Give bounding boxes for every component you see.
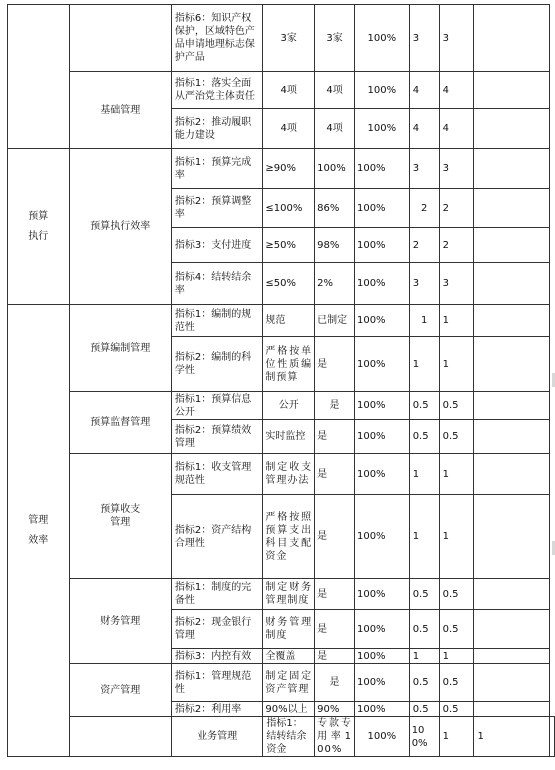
level1-cell — [69, 717, 171, 757]
indicator-cell: 指标1：制度的完备性 — [171, 579, 262, 610]
level1-cell: 预算 执行 — [8, 149, 70, 305]
score-cell: 0.5 — [439, 664, 474, 702]
rate-cell: 100% — [354, 579, 409, 610]
rate-cell: 100% — [354, 189, 409, 228]
weight-cell: 0.5 — [409, 702, 439, 717]
level2-cell: 财务管理 — [69, 579, 171, 664]
remark-cell — [474, 109, 550, 149]
table-row — [8, 664, 555, 702]
rate-cell: 100% — [354, 610, 409, 649]
remark-cell — [474, 454, 550, 495]
standard-cell: 严格按照预算支出科目支配资金 — [263, 495, 315, 579]
score-cell: 4 — [439, 72, 474, 109]
rate-cell: 100% — [354, 664, 409, 702]
level1-cell: 管理 效率 — [8, 305, 70, 757]
score-cell: 2 — [439, 228, 474, 263]
rate-cell: 100% — [409, 717, 439, 757]
table-row — [8, 305, 555, 337]
weight-cell: 2 — [409, 189, 439, 228]
level2-cell — [69, 5, 171, 72]
score-cell: 3 — [439, 263, 474, 305]
actual-cell: 90% — [315, 702, 355, 717]
score-cell: 1 — [439, 649, 474, 664]
remark-cell — [474, 664, 550, 702]
remark-cell — [474, 579, 550, 610]
actual-cell: 100% — [354, 717, 409, 757]
indicator-cell: 指标1：结转结余资金 — [263, 717, 315, 757]
score-cell: 2 — [439, 189, 474, 228]
remark-cell — [474, 305, 550, 337]
actual-cell: 是 — [315, 664, 355, 702]
indicator-cell: 指标2：利用率 — [171, 702, 262, 717]
actual-cell: 100% — [315, 149, 355, 189]
weight-cell: 1 — [409, 495, 439, 579]
score-cell: 0.5 — [439, 702, 474, 717]
weight-cell: 0.5 — [409, 420, 439, 454]
rate-cell: 100% — [354, 392, 409, 420]
standard-cell: 专款专用率100% — [315, 717, 355, 757]
remark-cell — [474, 149, 550, 189]
indicator-cell: 指标1：预算完成率 — [171, 149, 262, 189]
weight-cell: 3 — [409, 263, 439, 305]
level2-cell: 预算执行效率 — [69, 149, 171, 305]
standard-cell: 4项 — [263, 109, 315, 149]
weight-cell: 2 — [409, 228, 439, 263]
indicator-cell: 指标2：现金银行管理 — [171, 610, 262, 649]
indicator-cell: 指标2：预算调整率 — [171, 189, 262, 228]
weight-cell: 1 — [409, 337, 439, 392]
standard-cell: 公开 — [263, 392, 315, 420]
actual-cell: 是 — [315, 454, 355, 495]
level2-cell: 资产管理 — [69, 664, 171, 717]
rate-cell: 100% — [354, 228, 409, 263]
indicator-cell: 指标3：支付进度 — [171, 228, 262, 263]
table-row — [8, 454, 555, 495]
standard-cell: 规范 — [263, 305, 315, 337]
weight-cell: 1 — [409, 305, 439, 337]
rate-cell: 100% — [354, 454, 409, 495]
standard-cell: ≤50% — [263, 263, 315, 305]
table-row — [8, 392, 555, 420]
weight-cell: 4 — [409, 109, 439, 149]
table-row — [8, 717, 555, 757]
score-cell: 1 — [439, 305, 474, 337]
actual-cell: 4项 — [315, 72, 355, 109]
actual-cell: 是 — [315, 420, 355, 454]
weight-cell: 3 — [409, 5, 439, 72]
standard-cell: 90%以上 — [263, 702, 315, 717]
weight-cell: 3 — [409, 149, 439, 189]
remark-cell — [474, 337, 550, 392]
indicator-cell: 指标2：推动履职能力建设 — [171, 109, 262, 149]
indicator-cell: 指标1：管理规范性 — [171, 664, 262, 702]
indicator-cell: 指标4：结转结余率 — [171, 263, 262, 305]
standard-cell: 制定固定资产管理 — [263, 664, 315, 702]
score-cell: 1 — [439, 495, 474, 579]
remark-cell — [474, 392, 550, 420]
weight-cell: 0.5 — [409, 392, 439, 420]
performance-table-page — [7, 4, 555, 757]
standard-cell: 全覆盖 — [263, 649, 315, 664]
remark-cell — [550, 717, 555, 757]
performance-evaluation-table — [7, 4, 555, 757]
actual-cell: 86% — [315, 189, 355, 228]
actual-cell: 2% — [315, 263, 355, 305]
rate-cell: 100% — [354, 495, 409, 579]
table-row — [8, 149, 555, 189]
weight-cell: 0.5 — [409, 664, 439, 702]
standard-cell: 制定收支管理办法 — [263, 454, 315, 495]
remark-cell — [474, 72, 550, 109]
rate-cell: 100% — [354, 149, 409, 189]
weight-cell: 1 — [409, 454, 439, 495]
indicator-cell: 指标2：资产结构合理性 — [171, 495, 262, 579]
actual-cell: 98% — [315, 228, 355, 263]
weight-cell: 0.5 — [409, 610, 439, 649]
actual-cell: 是 — [315, 579, 355, 610]
rate-cell: 100% — [354, 420, 409, 454]
standard-cell: 严格按单位性质编制预算 — [263, 337, 315, 392]
standard-cell: 4项 — [263, 72, 315, 109]
score-cell: 0.5 — [439, 610, 474, 649]
level2-cell: 预算编制管理 — [69, 305, 171, 392]
actual-cell: 是 — [315, 495, 355, 579]
score-cell: 1 — [474, 717, 550, 757]
standard-cell: 3家 — [263, 5, 315, 72]
actual-cell: 已制定 — [315, 305, 355, 337]
indicator-cell: 指标2：编制的科学性 — [171, 337, 262, 392]
standard-cell: 制定财务管理制度 — [263, 579, 315, 610]
table-row — [8, 579, 555, 610]
score-cell: 4 — [439, 109, 474, 149]
score-cell: 3 — [439, 5, 474, 72]
level2-cell: 预算收支 管理 — [69, 454, 171, 579]
score-cell: 1 — [439, 454, 474, 495]
remark-cell — [474, 420, 550, 454]
actual-cell: 是 — [315, 649, 355, 664]
standard-cell: 财务管理制度 — [263, 610, 315, 649]
level1-cell — [8, 5, 70, 149]
indicator-cell: 指标2：预算绩效管理 — [171, 420, 262, 454]
score-cell: 0.5 — [439, 392, 474, 420]
remark-cell — [474, 5, 550, 72]
weight-cell: 4 — [409, 72, 439, 109]
indicator-cell: 指标3：内控有效 — [171, 649, 262, 664]
rate-cell: 100% — [354, 649, 409, 664]
remark-cell — [474, 610, 550, 649]
remark-cell — [474, 263, 550, 305]
standard-cell: ≥50% — [263, 228, 315, 263]
rate-cell: 100% — [354, 5, 409, 72]
indicator-cell: 指标1：编制的规范性 — [171, 305, 262, 337]
remark-cell — [474, 495, 550, 579]
actual-cell: 3家 — [315, 5, 355, 72]
rate-cell: 100% — [354, 337, 409, 392]
level2-cell: 基础管理 — [69, 72, 171, 149]
remark-cell — [474, 649, 550, 664]
actual-cell: 4项 — [315, 109, 355, 149]
table-row — [8, 5, 555, 72]
level2-cell: 预算监督管理 — [69, 392, 171, 454]
table-row — [8, 72, 555, 109]
indicator-cell: 指标6：知识产权保护，区域特色产品申请地理标志保护产品 — [171, 5, 262, 72]
remark-cell — [474, 228, 550, 263]
weight-cell: 0.5 — [409, 579, 439, 610]
score-cell: 1 — [439, 337, 474, 392]
rate-cell: 100% — [354, 109, 409, 149]
rate-cell: 100% — [354, 263, 409, 305]
rate-cell: 100% — [354, 702, 409, 717]
actual-cell: 是 — [315, 337, 355, 392]
remark-cell — [474, 702, 550, 717]
score-cell: 3 — [439, 149, 474, 189]
standard-cell: 实时监控 — [263, 420, 315, 454]
rate-cell: 100% — [354, 72, 409, 109]
level2-cell: 业务管理 — [171, 717, 262, 757]
score-cell: 0.5 — [439, 579, 474, 610]
indicator-cell: 指标1：预算信息公开 — [171, 392, 262, 420]
weight-cell: 1 — [439, 717, 474, 757]
remark-cell — [474, 189, 550, 228]
indicator-cell: 指标1：落实全面从严治党主体责任 — [171, 72, 262, 109]
actual-cell: 是 — [315, 610, 355, 649]
standard-cell: ≥90% — [263, 149, 315, 189]
rate-cell: 100% — [354, 305, 409, 337]
weight-cell: 1 — [409, 649, 439, 664]
indicator-cell: 指标1：收支管理规范性 — [171, 454, 262, 495]
score-cell: 0.5 — [439, 420, 474, 454]
standard-cell: ≤100% — [263, 189, 315, 228]
actual-cell: 是 — [315, 392, 355, 420]
